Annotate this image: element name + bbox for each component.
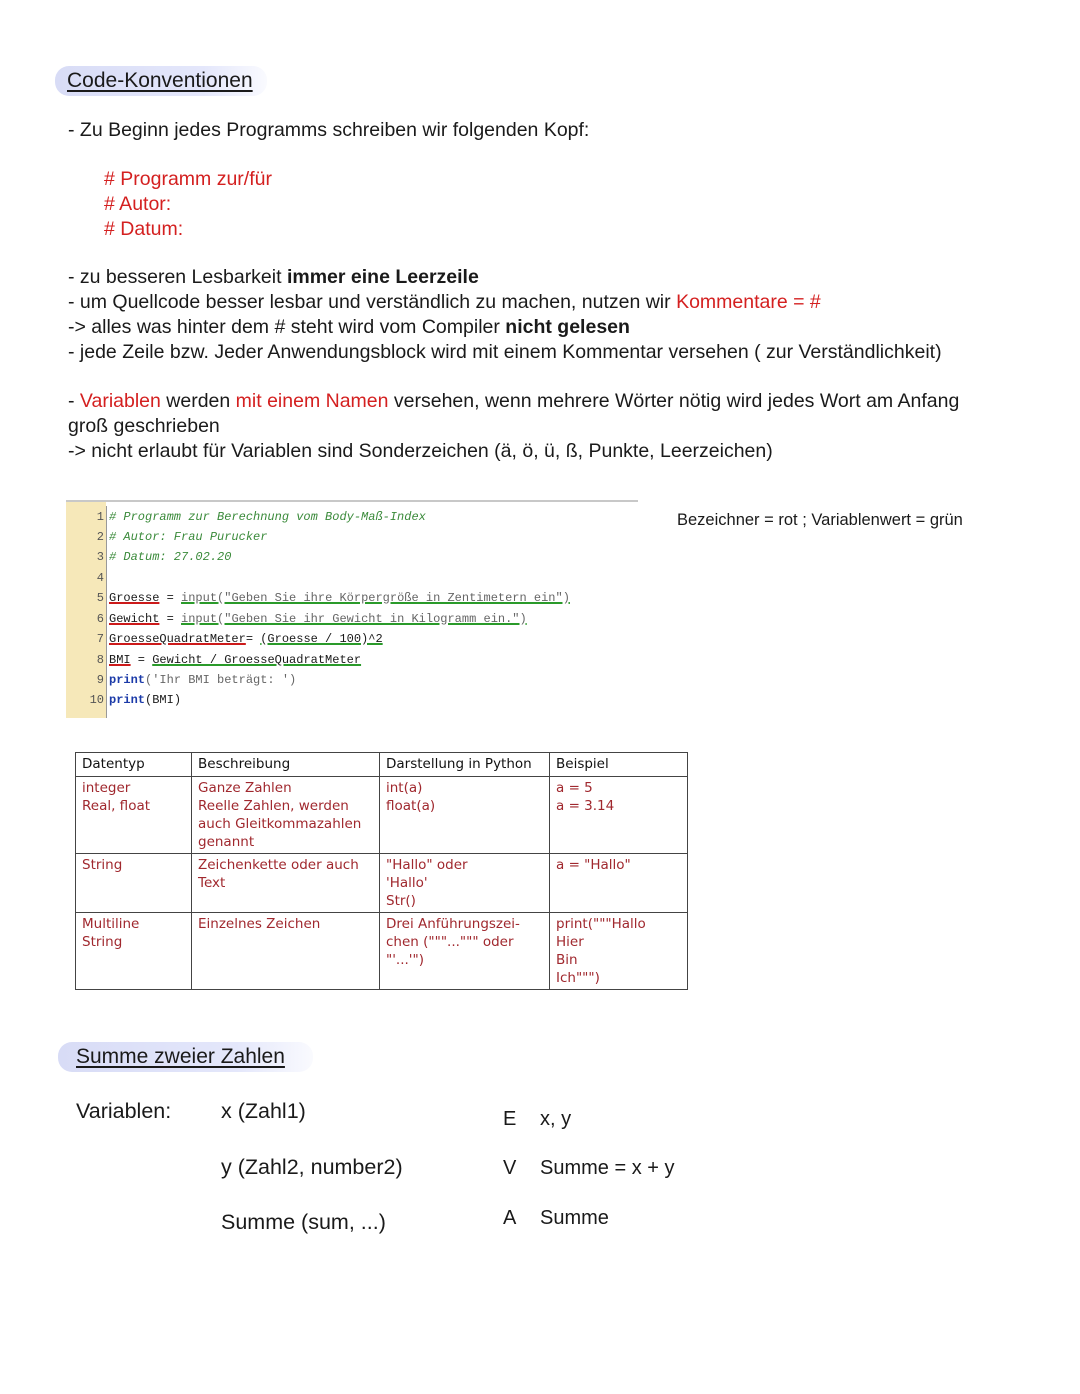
print-args: ('Ihr BMI beträgt: '): [145, 673, 297, 687]
line-number: 6: [96, 612, 104, 626]
value-expression: (Groesse / 100)^2: [260, 632, 383, 646]
code-line-7: [109, 632, 383, 646]
rule-2-red: Kommentare = #: [676, 291, 821, 313]
header-beschreibung: Beschreibung: [192, 753, 380, 777]
heading-text: Summe zweier Zahlen: [76, 1045, 285, 1068]
header-line-1: # Programm zur/für: [104, 168, 272, 190]
cell-line: Einzelnes Zeichen: [198, 916, 321, 932]
table-cell: [192, 913, 380, 990]
cell-line: genannt: [198, 834, 255, 850]
table-cell: [380, 854, 550, 913]
table-cell: [76, 854, 192, 913]
print-args: (BMI): [145, 693, 182, 707]
eva-letter-e: E: [503, 1108, 517, 1130]
line-number: 2: [96, 530, 104, 544]
identifier: GroesseQuadratMeter: [109, 632, 246, 646]
code-line-3: # Datum: 27.02.20: [109, 550, 232, 564]
line-number: 8: [96, 653, 104, 667]
code-line-8: [109, 653, 361, 667]
identifier: Groesse: [109, 591, 160, 605]
variable-rule-red-1: Variablen: [79, 390, 161, 412]
variable-rule-line-3: -> nicht erlaubt für Variablen sind Sonderzeichen (ä, ö, ü, ß, Punkte, Leerzeichen): [68, 440, 773, 462]
color-legend: Bezeichner = rot ; Variablenwert = grün: [677, 511, 963, 529]
variable-summe: Summe (sum, ...): [221, 1210, 386, 1234]
line-number: 9: [96, 673, 104, 687]
cell-line: 'Hallo': [386, 875, 428, 891]
variable-rule-mid: werden: [160, 390, 236, 412]
variable-y: y (Zahl2, number2): [221, 1155, 403, 1179]
datatype-table: [75, 752, 688, 990]
header-line-2: # Autor:: [104, 193, 172, 215]
function-call: input: [181, 612, 218, 626]
cell-line: print("""Hallo: [556, 916, 646, 932]
table-cell: [192, 854, 380, 913]
table-row: [76, 913, 688, 990]
cell-line: Ganze Zahlen: [198, 780, 292, 796]
rule-2: [68, 290, 821, 315]
variable-rule-line-2: groß geschrieben: [68, 415, 220, 437]
variable-x: x (Zahl1): [221, 1099, 306, 1123]
cell-line: Bin: [556, 952, 578, 968]
intro-text: - Zu Beginn jedes Programms schreiben wir folgenden Kopf:: [68, 119, 590, 141]
rule-3: [68, 315, 630, 340]
heading-text: Code-Konventionen: [67, 69, 253, 92]
variables-label: Variablen:: [76, 1099, 172, 1123]
keyword: print: [109, 673, 146, 687]
eva-letter-v: V: [503, 1157, 517, 1179]
function-call: input: [181, 591, 218, 605]
rule-3-text: -> alles was hinter dem # steht wird vom Compiler: [68, 316, 506, 338]
operator: =: [245, 632, 261, 646]
header-darstellung: Darstellung in Python: [380, 753, 550, 777]
table-cell: [76, 777, 192, 854]
table-cell: [550, 913, 688, 990]
operator: =: [130, 653, 153, 667]
cell-line: auch Gleitkommazahlen: [198, 816, 362, 832]
line-number: 3: [96, 550, 104, 564]
cell-line: chen ("""...""" oder "'...'"): [386, 934, 514, 968]
string-arg: ("Geben Sie ihr Gewicht in Kilogramm ein."): [217, 612, 527, 626]
string-arg: ("Geben Sie ihre Körpergröße in Zentimetern ein"): [217, 591, 570, 605]
cell-line: Text: [198, 875, 226, 891]
code-line-6: [109, 612, 527, 626]
variable-rule-red-2: mit einem Namen: [235, 390, 389, 412]
table-row: [76, 854, 688, 913]
cell-line: String: [82, 857, 123, 873]
table-cell: [380, 913, 550, 990]
cell-line: Multiline: [82, 916, 140, 932]
line-number: 1: [96, 510, 104, 524]
variable-rule-post: versehen, wenn mehrere Wörter nötig wird jedes Wort am Anfang: [388, 390, 960, 412]
cell-line: Real, float: [82, 798, 151, 814]
cell-line: Ich"""): [556, 970, 600, 986]
table-header-row: [76, 753, 688, 777]
cell-line: a = 5: [556, 780, 593, 796]
operator: =: [159, 612, 182, 626]
cell-line: a = 3.14: [556, 798, 615, 814]
cell-line: integer: [82, 780, 131, 796]
table-row: [76, 777, 688, 854]
variable-rule: [68, 389, 959, 414]
variable-rule-prefix: -: [68, 390, 80, 412]
cell-line: int(a): [386, 780, 423, 796]
line-number: 4: [96, 571, 104, 585]
eva-letter-a: A: [503, 1207, 517, 1229]
cell-line: Hier: [556, 934, 584, 950]
eva-text-v: Summe = x + y: [540, 1157, 675, 1179]
code-line-2: # Autor: Frau Purucker: [109, 530, 268, 544]
code-line-10: [109, 693, 181, 707]
eva-text-a: Summe: [540, 1207, 609, 1229]
header-line-3: # Datum:: [104, 218, 184, 240]
rule-2-text: - um Quellcode besser lesbar und verständlich zu machen, nutzen wir: [68, 291, 677, 313]
code-listing: [66, 500, 638, 720]
gutter-separator: [106, 506, 107, 718]
rule-3-bold: nicht gelesen: [505, 316, 630, 338]
header-datentyp: Datentyp: [76, 753, 192, 777]
rule-4: - jede Zeile bzw. Jeder Anwendungsblock wird mit einem Kommentar versehen ( zur Verständlichkeit): [68, 341, 942, 363]
cell-line: "Hallo" oder: [386, 857, 468, 873]
section-heading-summe: [58, 1042, 313, 1072]
keyword: print: [109, 693, 146, 707]
rule-1-text: - zu besseren Lesbarkeit: [68, 266, 287, 288]
identifier: Gewicht: [109, 612, 160, 626]
cell-line: Reelle Zahlen, werden: [198, 798, 349, 814]
code-line-1: # Programm zur Berechnung vom Body-Maß-Index: [109, 510, 426, 524]
code-line-9: [109, 673, 296, 687]
table-cell: [550, 854, 688, 913]
header-beispiel: Beispiel: [550, 753, 688, 777]
cell-line: Zeichenkette oder auch: [198, 857, 359, 873]
identifier: BMI: [109, 653, 131, 667]
line-number: 5: [96, 591, 104, 605]
table-cell: [550, 777, 688, 854]
table-cell: [380, 777, 550, 854]
code-line-5: [109, 591, 570, 605]
rule-1: [68, 265, 479, 290]
line-number: 10: [89, 693, 104, 707]
table-cell: [192, 777, 380, 854]
table-cell: [76, 913, 192, 990]
line-number: 7: [96, 632, 104, 646]
cell-line: String: [82, 934, 123, 950]
value-expression: Gewicht / GroesseQuadratMeter: [152, 653, 362, 667]
cell-line: float(a): [386, 798, 436, 814]
eva-text-e: x, y: [540, 1108, 572, 1130]
rule-1-bold: immer eine Leerzeile: [286, 266, 479, 288]
cell-line: a = "Hallo": [556, 857, 631, 873]
operator: =: [159, 591, 182, 605]
cell-line: Str(): [386, 893, 416, 909]
section-heading-code-konventionen: [55, 66, 267, 96]
cell-line: Drei Anführungszei-: [386, 916, 520, 932]
